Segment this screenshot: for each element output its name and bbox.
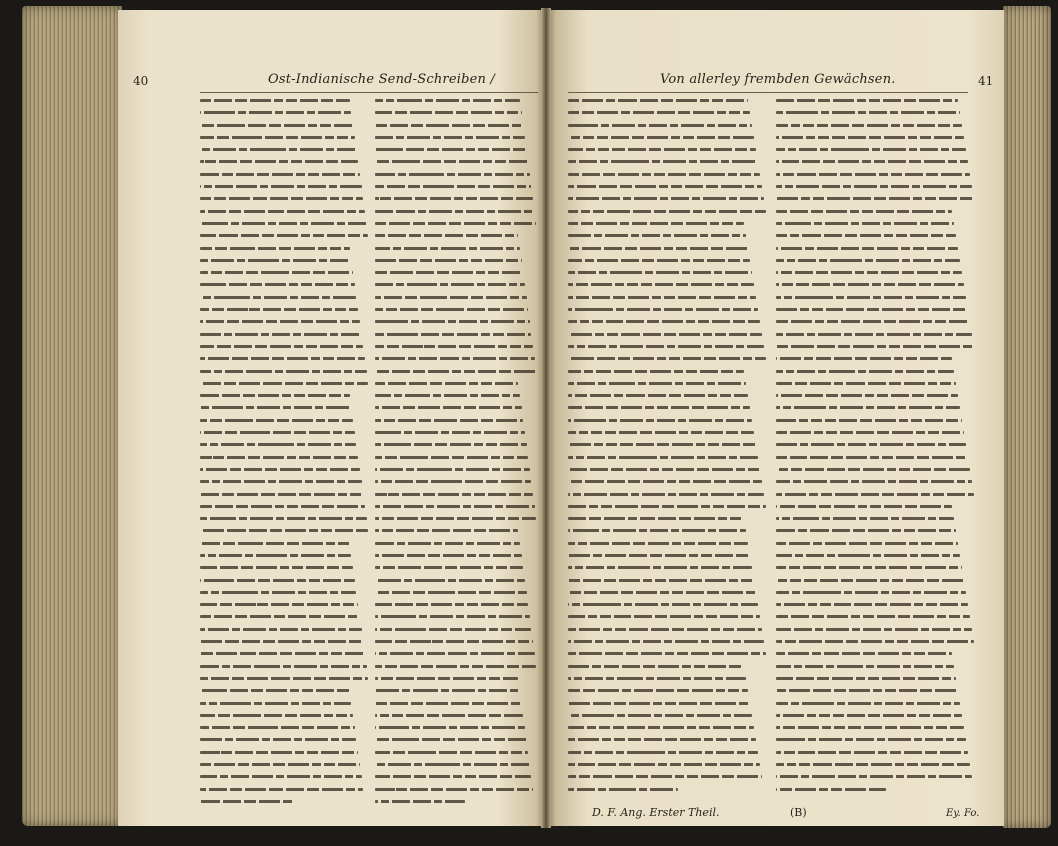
text-line	[776, 419, 962, 422]
text-line	[568, 652, 766, 655]
text-line	[200, 677, 368, 680]
signature-footer: D. F. Ang. Erster Theil.	[592, 806, 720, 819]
text-line	[375, 468, 530, 471]
text-line	[568, 505, 766, 508]
text-line	[375, 357, 535, 360]
text-line	[776, 394, 958, 397]
text-line	[776, 702, 960, 705]
right-page-column-1	[568, 99, 768, 800]
right-page-edges	[1003, 6, 1051, 828]
text-line	[776, 173, 970, 176]
text-line	[568, 431, 754, 434]
text-line	[568, 603, 758, 606]
text-line	[568, 517, 744, 520]
text-line	[776, 554, 960, 557]
text-line	[375, 124, 523, 127]
text-line	[375, 579, 525, 582]
text-line	[568, 493, 764, 496]
text-line	[568, 751, 758, 754]
text-line	[776, 333, 972, 336]
text-line	[776, 738, 966, 741]
text-line	[776, 751, 968, 754]
right-header-rule	[568, 92, 968, 93]
text-line	[568, 579, 754, 582]
catchword: Ey. Fo.	[946, 808, 980, 819]
text-line	[200, 529, 368, 532]
text-line	[568, 702, 750, 705]
text-line	[568, 148, 756, 151]
text-line	[200, 579, 355, 582]
text-line	[568, 234, 746, 237]
text-line	[375, 185, 531, 188]
text-line	[200, 234, 368, 237]
text-line	[568, 394, 748, 397]
text-line	[568, 456, 758, 459]
text-line	[200, 259, 351, 262]
text-line	[200, 566, 353, 569]
text-line	[200, 185, 362, 188]
text-line	[568, 591, 756, 594]
text-line	[375, 333, 531, 336]
text-line	[776, 148, 966, 151]
text-line	[776, 222, 954, 225]
text-line	[375, 493, 533, 496]
text-line	[375, 714, 523, 717]
text-line	[776, 468, 970, 471]
text-line	[568, 382, 746, 385]
book-gutter	[541, 8, 551, 828]
text-line	[375, 665, 536, 668]
text-line	[568, 197, 764, 200]
text-line	[568, 628, 762, 631]
text-line	[568, 714, 752, 717]
text-line	[568, 566, 752, 569]
text-line	[200, 775, 362, 778]
text-line	[200, 554, 351, 557]
left-page-column-1	[200, 99, 370, 812]
text-line	[375, 210, 535, 213]
text-line	[568, 529, 746, 532]
text-line	[776, 763, 970, 766]
left-page-number: 40	[133, 74, 149, 88]
text-line	[776, 615, 970, 618]
text-line	[776, 99, 958, 102]
text-line	[375, 689, 520, 692]
text-line	[568, 296, 756, 299]
text-line	[375, 726, 525, 729]
text-line	[375, 382, 518, 385]
text-line	[200, 173, 360, 176]
text-line	[776, 775, 972, 778]
text-line	[375, 628, 531, 631]
text-line	[375, 320, 530, 323]
text-line	[568, 726, 754, 729]
text-line	[200, 517, 367, 520]
text-line	[568, 210, 766, 213]
text-line	[568, 111, 750, 114]
text-line	[568, 124, 752, 127]
text-line	[200, 751, 358, 754]
text-line	[568, 480, 762, 483]
text-line	[375, 345, 533, 348]
text-line	[375, 788, 533, 791]
text-line	[200, 99, 350, 102]
text-line	[568, 775, 762, 778]
text-line	[776, 124, 962, 127]
text-line	[776, 603, 968, 606]
text-line	[200, 197, 363, 200]
text-line	[200, 505, 365, 508]
text-line	[568, 283, 754, 286]
text-line	[776, 579, 964, 582]
text-line	[375, 615, 530, 618]
text-line	[776, 308, 968, 311]
text-line	[375, 370, 536, 373]
text-line	[375, 394, 520, 397]
text-line	[568, 763, 760, 766]
text-line	[200, 493, 363, 496]
text-line	[776, 665, 954, 668]
text-line	[776, 726, 964, 729]
text-line	[200, 726, 355, 729]
text-line	[200, 763, 360, 766]
text-line	[776, 271, 962, 274]
text-line	[568, 308, 758, 311]
text-line	[568, 419, 752, 422]
text-line	[200, 788, 363, 791]
text-line	[200, 702, 351, 705]
text-line	[200, 136, 355, 139]
text-line	[568, 443, 756, 446]
text-line	[375, 148, 527, 151]
text-line	[568, 136, 754, 139]
text-line	[776, 480, 972, 483]
text-line	[776, 320, 970, 323]
text-line	[776, 247, 958, 250]
text-line	[776, 493, 974, 496]
text-line	[776, 382, 956, 385]
text-line	[200, 394, 350, 397]
text-line	[375, 677, 518, 680]
text-line	[375, 283, 525, 286]
text-line	[776, 111, 960, 114]
text-line	[375, 554, 522, 557]
text-line	[200, 320, 360, 323]
text-line	[776, 517, 954, 520]
text-line	[776, 136, 964, 139]
text-line	[776, 443, 966, 446]
text-line	[375, 99, 520, 102]
text-line	[375, 136, 525, 139]
right-running-head: Von allerley frembden Gewächsen.	[660, 72, 896, 87]
text-line	[200, 468, 360, 471]
text-line	[200, 296, 356, 299]
text-line	[375, 259, 522, 262]
text-line	[568, 160, 758, 163]
text-line	[568, 357, 766, 360]
text-line	[776, 542, 958, 545]
text-line	[200, 124, 353, 127]
text-line	[776, 640, 974, 643]
text-line	[568, 271, 752, 274]
text-line	[375, 419, 523, 422]
text-line	[200, 283, 355, 286]
text-line	[776, 591, 966, 594]
text-line	[375, 591, 527, 594]
text-line	[776, 714, 962, 717]
text-line	[568, 640, 764, 643]
text-line	[200, 652, 365, 655]
text-line	[375, 271, 523, 274]
text-line	[200, 148, 356, 151]
text-line	[200, 333, 362, 336]
text-line	[776, 210, 952, 213]
text-line	[568, 247, 748, 250]
text-line	[776, 689, 958, 692]
text-line	[200, 714, 353, 717]
text-line	[375, 234, 518, 237]
text-line	[776, 259, 960, 262]
text-line	[200, 111, 351, 114]
text-line	[568, 222, 744, 225]
text-line	[375, 640, 533, 643]
text-line	[568, 320, 760, 323]
text-line	[375, 603, 528, 606]
text-line	[200, 628, 362, 631]
text-line	[200, 665, 367, 668]
text-line	[776, 185, 972, 188]
right-page-column-2	[776, 99, 976, 800]
text-line	[776, 456, 968, 459]
text-line	[776, 529, 956, 532]
text-line	[200, 247, 350, 250]
text-line	[568, 554, 750, 557]
text-line	[200, 640, 363, 643]
text-line	[568, 738, 756, 741]
text-line	[776, 652, 952, 655]
text-line	[375, 542, 520, 545]
text-line	[200, 345, 363, 348]
text-line	[375, 517, 536, 520]
text-line	[200, 271, 353, 274]
text-line	[568, 689, 748, 692]
text-line	[375, 443, 527, 446]
text-line	[568, 99, 748, 102]
text-line	[200, 308, 358, 311]
left-page-edges	[22, 6, 122, 826]
text-line	[375, 173, 530, 176]
text-line	[375, 505, 535, 508]
text-line	[200, 370, 367, 373]
text-line	[375, 222, 536, 225]
text-line	[200, 431, 355, 434]
text-line	[200, 738, 356, 741]
text-line	[568, 542, 748, 545]
text-line	[375, 800, 465, 803]
text-line	[375, 197, 533, 200]
text-line	[375, 652, 535, 655]
left-header-rule	[200, 92, 538, 93]
text-line	[200, 800, 294, 803]
text-line	[200, 542, 350, 545]
text-line	[200, 480, 362, 483]
text-line	[776, 283, 964, 286]
text-line	[776, 431, 964, 434]
text-line	[568, 259, 750, 262]
text-line	[200, 591, 356, 594]
text-line	[375, 160, 528, 163]
text-line	[776, 505, 952, 508]
text-line	[776, 677, 956, 680]
text-line	[776, 234, 956, 237]
text-line	[568, 665, 744, 668]
text-line	[776, 370, 954, 373]
text-line	[375, 738, 527, 741]
right-page-number: 41	[978, 74, 994, 88]
text-line	[776, 197, 974, 200]
text-line	[200, 689, 350, 692]
text-line	[776, 357, 952, 360]
text-line	[568, 185, 762, 188]
text-line	[375, 480, 531, 483]
text-line	[568, 173, 760, 176]
left-running-head: Ost-Indianische Send-Schreiben /	[268, 72, 495, 87]
text-line	[375, 296, 527, 299]
text-line	[375, 702, 522, 705]
text-line	[776, 345, 974, 348]
text-line	[200, 357, 365, 360]
text-line	[200, 443, 356, 446]
signature-mark: (B)	[790, 806, 807, 819]
text-line	[568, 468, 760, 471]
text-line	[200, 603, 358, 606]
text-line	[568, 370, 744, 373]
text-line	[375, 247, 520, 250]
text-line	[776, 406, 960, 409]
text-line	[200, 160, 358, 163]
text-line	[200, 222, 367, 225]
text-line	[776, 566, 962, 569]
text-line	[375, 456, 528, 459]
text-line	[568, 788, 678, 791]
text-line	[375, 763, 530, 766]
text-line	[200, 406, 351, 409]
text-line	[568, 677, 746, 680]
text-line	[375, 308, 528, 311]
text-line	[200, 382, 368, 385]
text-line	[375, 775, 531, 778]
text-line	[568, 345, 764, 348]
text-line	[375, 111, 522, 114]
text-line	[200, 210, 365, 213]
text-line	[375, 566, 523, 569]
text-line	[375, 529, 518, 532]
text-line	[776, 788, 886, 791]
text-line	[776, 160, 968, 163]
text-line	[568, 333, 762, 336]
text-line	[375, 406, 522, 409]
text-line	[375, 751, 528, 754]
text-line	[776, 296, 966, 299]
text-line	[568, 615, 760, 618]
text-line	[200, 419, 353, 422]
text-line	[375, 431, 525, 434]
text-line	[200, 615, 360, 618]
left-page-column-2	[375, 99, 538, 812]
text-line	[200, 456, 358, 459]
text-line	[568, 406, 750, 409]
text-line	[776, 628, 972, 631]
